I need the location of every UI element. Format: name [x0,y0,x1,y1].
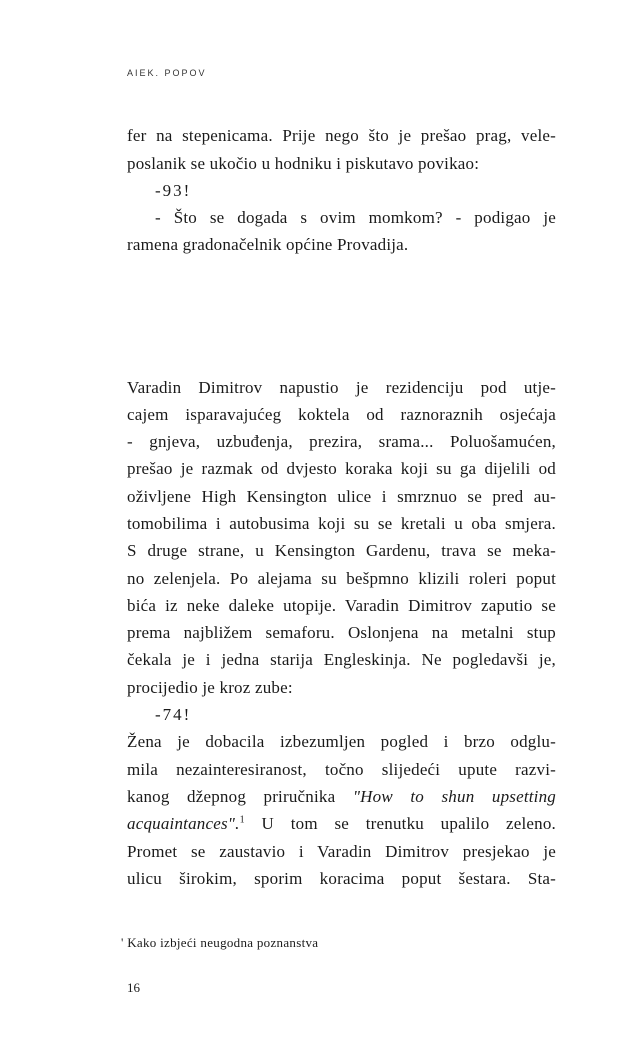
text-line: prema najbližem semaforu. Oslonjena na metalni stup [127,623,556,642]
text-line: bića iz neke daleke utopije. Varadin Dimitrov zaputio se [127,596,556,615]
page-number: 16 [127,980,140,995]
text-line: prešao je razmak od dvjesto koraka koji su ga dijelili od [127,459,556,478]
text-line: S druge strane, u Kensington Gardenu, trava se meka- [127,541,556,560]
text-line: procijedio je kroz zube: [127,678,293,697]
text-line: mila nezainteresiranost, točno slijedeći upute razvi- [127,760,556,779]
text-line [127,787,556,807]
text-line: Varadin Dimitrov napustio je rezidenciju pod utje- [127,378,556,397]
running-head: AIEK. POPOV [127,68,207,78]
text-line: cajem isparavajućeg koktela od raznoraznih osjećaja [127,405,556,424]
text-line [127,814,556,834]
text-line: ramena gradonačelnik općine Provadija. [127,235,409,254]
text-line: Promet se zaustavio i Varadin Dimitrov presjekao je [127,842,556,861]
text-segment: U tom se trenutku upalilo zeleno. [261,814,557,833]
footnote: ' Kako izbjeći neugodna poznanstva [121,935,319,950]
text-line: čekala je i jedna starija Engleskinja. Ne pogledavši je, [127,650,556,669]
dialogue-line: -74! [155,705,192,724]
book-title: "How to shun upsetting [352,787,557,806]
text-segment: kanog džepnog priručnika [127,787,336,806]
book-title-cont: acquaintances". [127,814,240,833]
text-line: fer na stepenicama. Prije nego što je prešao prag, vele- [127,126,556,145]
text-line: ulicu širokim, sporim koracima poput šestara. Sta- [127,869,556,888]
text-line: no zelenjela. Po alejama su bešpmno klizili roleri poput [127,569,556,588]
text-line: poslanik se ukočio u hodniku i piskutavo povikao: [127,154,480,173]
text-line: - Što se dogada s ovim momkom? - podigao je [155,208,556,227]
text-line: Žena je dobacila izbezumljen pogled i brzo odglu- [127,732,556,751]
text-line: oživljene High Kensington ulice i smrznuo se pred au- [127,487,556,506]
footnote-ref[interactable]: 1 [239,814,245,826]
text-line: - gnjeva, uzbuđenja, prezira, srama... Poluošamućen, [127,432,556,451]
dialogue-line: -93! [155,181,192,200]
text-line: tomobilima i autobusima koji su se kretali u oba smjera. [127,514,556,533]
